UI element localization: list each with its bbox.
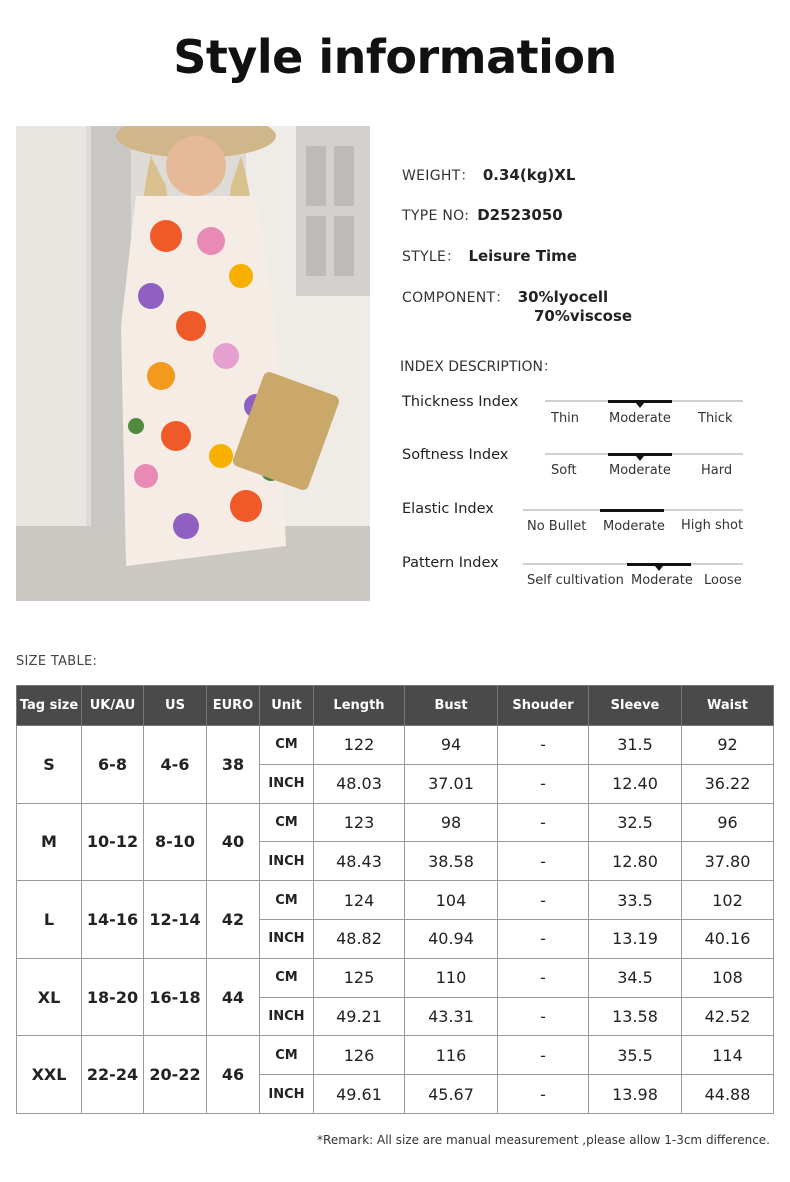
elastic-option-high-shot: High shot — [681, 518, 744, 533]
bust-cell: 40.94 — [405, 919, 498, 958]
bust-cell: 104 — [405, 881, 498, 920]
thickness-option-moderate: Moderate — [609, 411, 671, 426]
tag-size-cell: L — [17, 881, 82, 959]
length-cell: 125 — [314, 958, 405, 997]
weight-row — [402, 165, 575, 185]
length-cell: 48.03 — [314, 764, 405, 803]
table-row — [17, 1036, 774, 1075]
tag-size-cell: XL — [17, 958, 82, 1036]
bust-cell: 38.58 — [405, 842, 498, 881]
us-cell: 4-6 — [144, 726, 207, 804]
euro-cell: 40 — [207, 803, 260, 881]
pattern-option-moderate: Moderate — [631, 573, 693, 588]
softness-index-label: Softness Index — [402, 447, 509, 463]
length-cell: 122 — [314, 726, 405, 765]
table-row — [17, 958, 774, 997]
softness-option-moderate: Moderate — [609, 463, 671, 478]
uk-au-cell: 14-16 — [82, 881, 144, 959]
us-cell: 20-22 — [144, 1036, 207, 1114]
table-row — [17, 881, 774, 920]
bust-cell: 45.67 — [405, 1075, 498, 1114]
header-uk-au: UK/AU — [82, 686, 144, 726]
sleeve-cell: 13.98 — [589, 1075, 682, 1114]
component-row — [402, 287, 608, 307]
component-value-1: 30%lyocell — [517, 288, 609, 306]
tag-size-cell: XXL — [17, 1036, 82, 1114]
length-cell: 126 — [314, 1036, 405, 1075]
waist-cell: 36.22 — [682, 764, 774, 803]
shoulder-cell: - — [498, 881, 589, 920]
header-bust: Bust — [405, 686, 498, 726]
unit-cell: INCH — [260, 1075, 314, 1114]
shoulder-cell: - — [498, 1075, 589, 1114]
unit-cell: CM — [260, 726, 314, 765]
softness-option-soft: Soft — [551, 463, 577, 478]
shoulder-cell: - — [498, 764, 589, 803]
header-waist: Waist — [682, 686, 774, 726]
shoulder-cell: - — [498, 803, 589, 842]
us-cell: 12-14 — [144, 881, 207, 959]
sleeve-cell: 12.80 — [589, 842, 682, 881]
softness-pointer-icon — [636, 456, 644, 461]
index-description-label: INDEX DESCRIPTION： — [400, 359, 558, 375]
waist-cell: 96 — [682, 803, 774, 842]
euro-cell: 44 — [207, 958, 260, 1036]
sleeve-cell: 12.40 — [589, 764, 682, 803]
header-tag-size: Tag size — [17, 686, 82, 726]
waist-cell: 92 — [682, 726, 774, 765]
length-cell: 48.43 — [314, 842, 405, 881]
pattern-pointer-icon — [655, 566, 663, 571]
waist-cell: 114 — [682, 1036, 774, 1075]
weight-label: WEIGHT： — [402, 168, 475, 184]
unit-cell: INCH — [260, 842, 314, 881]
remark-note: *Remark: All size are manual measurement ,please allow 1-3cm difference. — [317, 1133, 770, 1147]
waist-cell: 37.80 — [682, 842, 774, 881]
table-row — [17, 803, 774, 842]
shoulder-cell: - — [498, 842, 589, 881]
product-photo — [16, 126, 370, 601]
bust-cell: 98 — [405, 803, 498, 842]
bust-cell: 43.31 — [405, 997, 498, 1036]
elastic-option-no-bullet: No Bullet — [527, 519, 587, 534]
style-label: STYLE： — [402, 249, 461, 265]
type-value: D2523050 — [477, 206, 563, 224]
style-row — [402, 246, 577, 266]
style-value: Leisure Time — [468, 247, 577, 265]
thickness-option-thin: Thin — [551, 411, 580, 426]
sleeve-cell: 13.19 — [589, 919, 682, 958]
header-us: US — [144, 686, 207, 726]
sleeve-cell: 32.5 — [589, 803, 682, 842]
shoulder-cell: - — [498, 1036, 589, 1075]
elastic-option-moderate: Moderate — [603, 519, 665, 534]
table-header-row — [17, 686, 774, 726]
unit-cell: CM — [260, 881, 314, 920]
waist-cell: 40.16 — [682, 919, 774, 958]
waist-cell: 108 — [682, 958, 774, 997]
uk-au-cell: 18-20 — [82, 958, 144, 1036]
bust-cell: 94 — [405, 726, 498, 765]
tag-size-cell: M — [17, 803, 82, 881]
component-value-2: 70%viscose — [534, 307, 633, 325]
unit-cell: INCH — [260, 764, 314, 803]
shoulder-cell: - — [498, 997, 589, 1036]
waist-cell: 42.52 — [682, 997, 774, 1036]
length-cell: 123 — [314, 803, 405, 842]
weight-value: 0.34(kg)XL — [482, 166, 576, 184]
size-table — [16, 685, 774, 1114]
sleeve-cell: 33.5 — [589, 881, 682, 920]
page-title: Style information — [173, 30, 617, 84]
uk-au-cell: 22-24 — [82, 1036, 144, 1114]
header-sleeve: Sleeve — [589, 686, 682, 726]
unit-cell: CM — [260, 803, 314, 842]
unit-cell: INCH — [260, 919, 314, 958]
sleeve-cell: 35.5 — [589, 1036, 682, 1075]
length-cell: 124 — [314, 881, 405, 920]
unit-cell: CM — [260, 958, 314, 997]
sleeve-cell: 13.58 — [589, 997, 682, 1036]
thickness-pointer-icon — [636, 403, 644, 408]
thickness-option-thick: Thick — [698, 411, 733, 426]
shoulder-cell: - — [498, 726, 589, 765]
us-cell: 16-18 — [144, 958, 207, 1036]
pattern-option-self-cultivation: Self cultivation — [527, 573, 624, 588]
elastic-index-label: Elastic Index — [402, 501, 494, 517]
uk-au-cell: 10-12 — [82, 803, 144, 881]
bust-cell: 116 — [405, 1036, 498, 1075]
size-table-label: SIZE TABLE: — [16, 654, 98, 669]
uk-au-cell: 6-8 — [82, 726, 144, 804]
thickness-index-label: Thickness Index — [402, 394, 519, 410]
type-row — [402, 206, 563, 224]
bust-cell: 37.01 — [405, 764, 498, 803]
us-cell: 8-10 — [144, 803, 207, 881]
bust-cell: 110 — [405, 958, 498, 997]
euro-cell: 38 — [207, 726, 260, 804]
softness-option-hard: Hard — [701, 463, 733, 478]
header-unit: Unit — [260, 686, 314, 726]
unit-cell: INCH — [260, 997, 314, 1036]
pattern-index-label: Pattern Index — [402, 555, 499, 571]
unit-cell: CM — [260, 1036, 314, 1075]
elastic-scale-marker — [600, 509, 664, 512]
sleeve-cell: 31.5 — [589, 726, 682, 765]
component-label: COMPONENT： — [402, 290, 510, 306]
length-cell: 49.61 — [314, 1075, 405, 1114]
euro-cell: 42 — [207, 881, 260, 959]
tag-size-cell: S — [17, 726, 82, 804]
type-label: TYPE NO: — [402, 208, 470, 224]
pattern-option-loose: Loose — [704, 573, 742, 588]
shoulder-cell: - — [498, 919, 589, 958]
length-cell: 48.82 — [314, 919, 405, 958]
header-length: Length — [314, 686, 405, 726]
waist-cell: 102 — [682, 881, 774, 920]
shoulder-cell: - — [498, 958, 589, 997]
header-shoulder: Shouder — [498, 686, 589, 726]
length-cell: 49.21 — [314, 997, 405, 1036]
sleeve-cell: 34.5 — [589, 958, 682, 997]
euro-cell: 46 — [207, 1036, 260, 1114]
table-row — [17, 726, 774, 765]
header-euro: EURO — [207, 686, 260, 726]
waist-cell: 44.88 — [682, 1075, 774, 1114]
